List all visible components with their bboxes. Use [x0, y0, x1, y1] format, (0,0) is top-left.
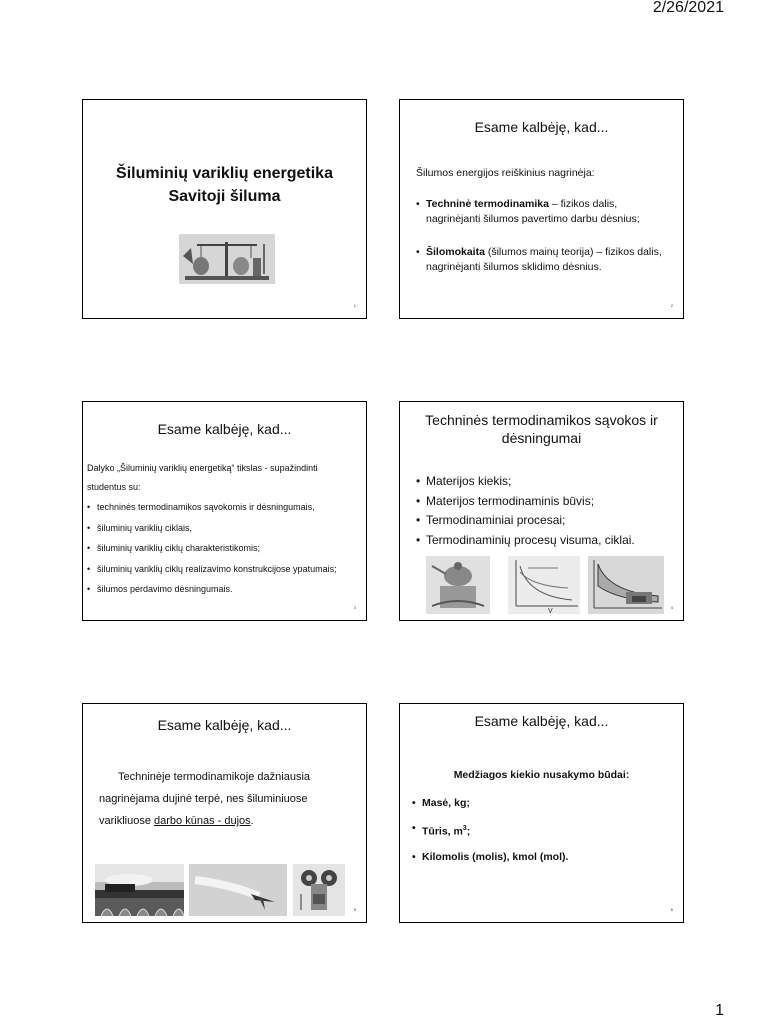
engine-diagram-photo	[293, 864, 345, 916]
slide-3-bullet: • šiluminių variklių ciklais,	[87, 518, 365, 539]
slide-2	[399, 99, 684, 319]
slide-3-title: Esame kalbėję, kad...	[157, 421, 292, 437]
slide-4-bullet: • Materijos termodinaminis būvis;	[416, 492, 676, 512]
slide-2-title: Esame kalbėję, kad...	[474, 119, 609, 135]
slide-6-number: 6	[670, 907, 673, 912]
slide-5-underlined: darbo kūnas - dujos	[154, 815, 251, 827]
slide-3-bullet: • šiluminių variklių ciklų realizavimo konstrukcijose ypatumais;	[87, 559, 365, 580]
bullet-bold: Šilomokaita	[426, 246, 485, 258]
slide-4-bullet: • Materijos kiekis;	[416, 472, 676, 492]
slide-4-bullet: • Termodinaminių procesų visuma, ciklai.	[416, 531, 676, 551]
slide-2-list	[416, 197, 671, 275]
slide-5-title: Esame kalbėję, kad...	[157, 717, 292, 733]
slide-6-title: Esame kalbėję, kad...	[474, 713, 609, 729]
slide-3	[82, 401, 367, 621]
slide-3-bullet: • šilumos perdavimo dėsningumais.	[87, 579, 365, 600]
page-number: 1	[715, 1002, 724, 1019]
slide-4-bullet: • Termodinaminiai procesai;	[416, 511, 676, 531]
slide-6-bullet: • Masė, kg;	[412, 791, 674, 816]
slide-5-text-part: Techninėje termodinamikoje dažniausia nagrinėjama dujinė terpė, nes šiluminiuose varikliuose	[99, 771, 311, 827]
bullet-text: (šilumos mainų teorija) – fizikos dalis, nagrinėjanti šilumos sklidimo dėsnius.	[426, 246, 662, 273]
slide-3-number: 3	[353, 605, 356, 610]
slide-3-bullet: • šiluminių variklių ciklų charakteristikomis;	[87, 538, 365, 559]
slide-4-list	[416, 472, 676, 550]
slide-2-intro: Šilumos energijos reiškinius nagrinėja:	[416, 167, 595, 179]
slide-6-list	[412, 791, 674, 870]
slide-1-title-line1: Šiluminių variklių energetika	[116, 165, 333, 182]
balance-scale-image	[179, 234, 275, 284]
slide-1-title	[83, 162, 366, 208]
slide-2-bullet	[416, 245, 671, 275]
slide-5-text	[99, 766, 357, 832]
slide-3-intro: Dalyko „Šiluminių variklių energetiką“ tikslas - supažindinti studentus su:	[87, 463, 318, 492]
volume-end: ;	[466, 825, 471, 838]
slide-6-bullet: • Kilomolis (molis), kmol (mol).	[412, 845, 674, 870]
slide-6-heading: Medžiagos kiekio nusakymo būdai:	[453, 769, 630, 781]
slide-3-bullet: • techninės termodinamikos sąvokomis ir dėsningumais,	[87, 497, 365, 518]
train-photo	[95, 864, 184, 916]
slide-4	[399, 401, 684, 621]
engine-cycle-image	[588, 556, 664, 614]
volume-text: Tūris, m	[422, 825, 463, 838]
pv-axis-label: V	[548, 608, 553, 614]
slide-4-number: 4	[670, 605, 673, 610]
bullet-text: – fizikos dalis, nagrinėjanti šilumos pavertimo darbu dėsnius;	[426, 198, 640, 225]
slide-1	[82, 99, 367, 319]
slide-3-list	[87, 497, 365, 600]
slide-2-bullet	[416, 197, 671, 227]
steam-engine-image	[426, 556, 490, 614]
slide-1-title-line2: Savitoji šiluma	[168, 188, 281, 205]
slide-5	[82, 703, 367, 923]
print-date: 2/26/2021	[652, 0, 724, 16]
volume-superscript: 3	[462, 825, 467, 832]
rocket-photo	[189, 864, 287, 916]
pv-diagram-image	[508, 556, 580, 614]
slide-6-bullet	[412, 816, 674, 845]
slide-5-number: 5	[353, 907, 356, 912]
slide-2-number: 2	[670, 303, 673, 308]
slide-1-number: 1	[353, 303, 356, 308]
slide-4-title: Techninės termodinamikos sąvokos ir dėsningumai	[425, 412, 658, 446]
slide-5-text-end: .	[250, 815, 254, 827]
bullet-bold: Techninė termodinamika	[426, 198, 549, 210]
slide-6	[399, 703, 684, 923]
